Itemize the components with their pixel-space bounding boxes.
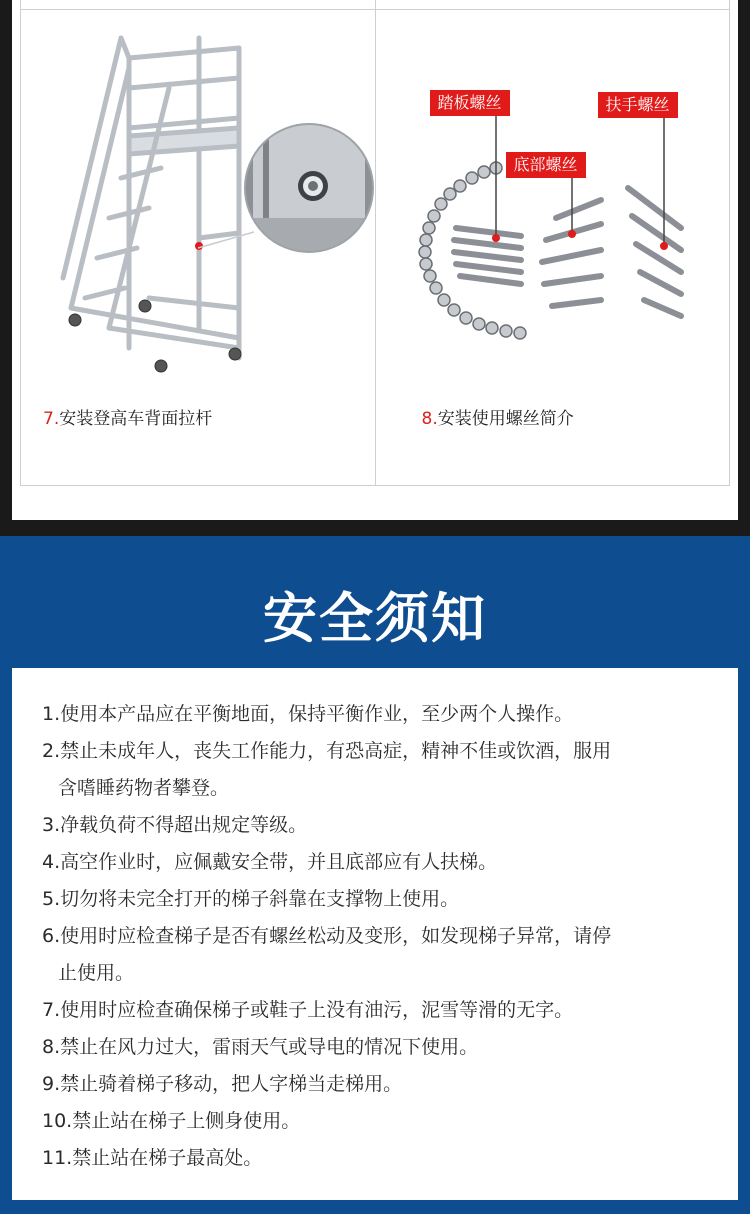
rule-text: 7.使用时应检查确保梯子或鞋子上没有油污，泥雪等滑的无字。 [42, 999, 574, 1021]
safety-rule [42, 1103, 722, 1140]
screws-image [396, 88, 686, 358]
rule-text: 11.禁止站在梯子最高处。 [42, 1147, 263, 1169]
safety-section [0, 536, 750, 1214]
safety-rule [42, 844, 722, 881]
tread-screw-tag: 踏板螺丝 [430, 90, 510, 116]
safety-title: 安全须知 [263, 587, 487, 650]
rule-text: 4.高空作业时，应佩戴安全带，并且底部应有人扶梯。 [42, 851, 498, 873]
safety-rule [42, 918, 722, 992]
rule-continuation: 含嗜睡药物者攀登。 [58, 777, 230, 799]
safety-rule [42, 1066, 722, 1103]
panel-divider [21, 0, 375, 10]
install-panel-7 [21, 0, 375, 485]
install-panel-grid [20, 0, 730, 486]
rule-text: 6.使用时应检查梯子是否有螺丝松动及变形，如发现梯子异常，请停 [42, 925, 612, 947]
handrail-screw-tag: 扶手螺丝 [598, 92, 678, 118]
caption-text: 安装登高车背面拉杆 [59, 409, 213, 429]
safety-rule [42, 807, 722, 844]
safety-rule [42, 696, 722, 733]
rule-continuation: 止使用。 [58, 962, 135, 984]
zoom-detail-image [243, 122, 375, 254]
safety-rule [42, 1029, 722, 1066]
bottom-screw-tag: 底部螺丝 [506, 152, 586, 178]
rule-text: 9.禁止骑着梯子移动，把人字梯当走梯用。 [42, 1073, 403, 1095]
ladder-cart-image [49, 28, 249, 380]
caption-number: 8. [421, 409, 438, 429]
safety-rule [42, 1140, 722, 1177]
zoom-connector-line [196, 230, 256, 250]
caption-number: 7. [43, 409, 60, 429]
rule-text: 8.禁止在风力过大，雷雨天气或导电的情况下使用。 [42, 1036, 479, 1058]
install-section [12, 0, 738, 520]
caption-text: 安装使用螺丝简介 [437, 409, 574, 429]
panel-divider [376, 0, 730, 10]
install-caption-7 [43, 404, 212, 429]
safety-rules-list [42, 696, 722, 1177]
safety-rule [42, 881, 722, 918]
install-panel-8 [375, 0, 730, 485]
rule-text: 3.净载负荷不得超出规定等级。 [42, 814, 308, 836]
rule-text: 5.切勿将未完全打开的梯子斜靠在支撑物上使用。 [42, 888, 460, 910]
safety-notice-box [12, 668, 738, 1200]
rule-text: 1.使用本产品应在平衡地面，保持平衡作业，至少两个人操作。 [42, 703, 574, 725]
safety-rule [42, 992, 722, 1029]
install-caption-8 [422, 404, 574, 429]
rule-text: 2.禁止未成年人，丧失工作能力，有恐高症，精神不佳或饮酒，服用 [42, 740, 612, 762]
safety-rule [42, 733, 722, 807]
rule-text: 10.禁止站在梯子上侧身使用。 [42, 1110, 301, 1132]
